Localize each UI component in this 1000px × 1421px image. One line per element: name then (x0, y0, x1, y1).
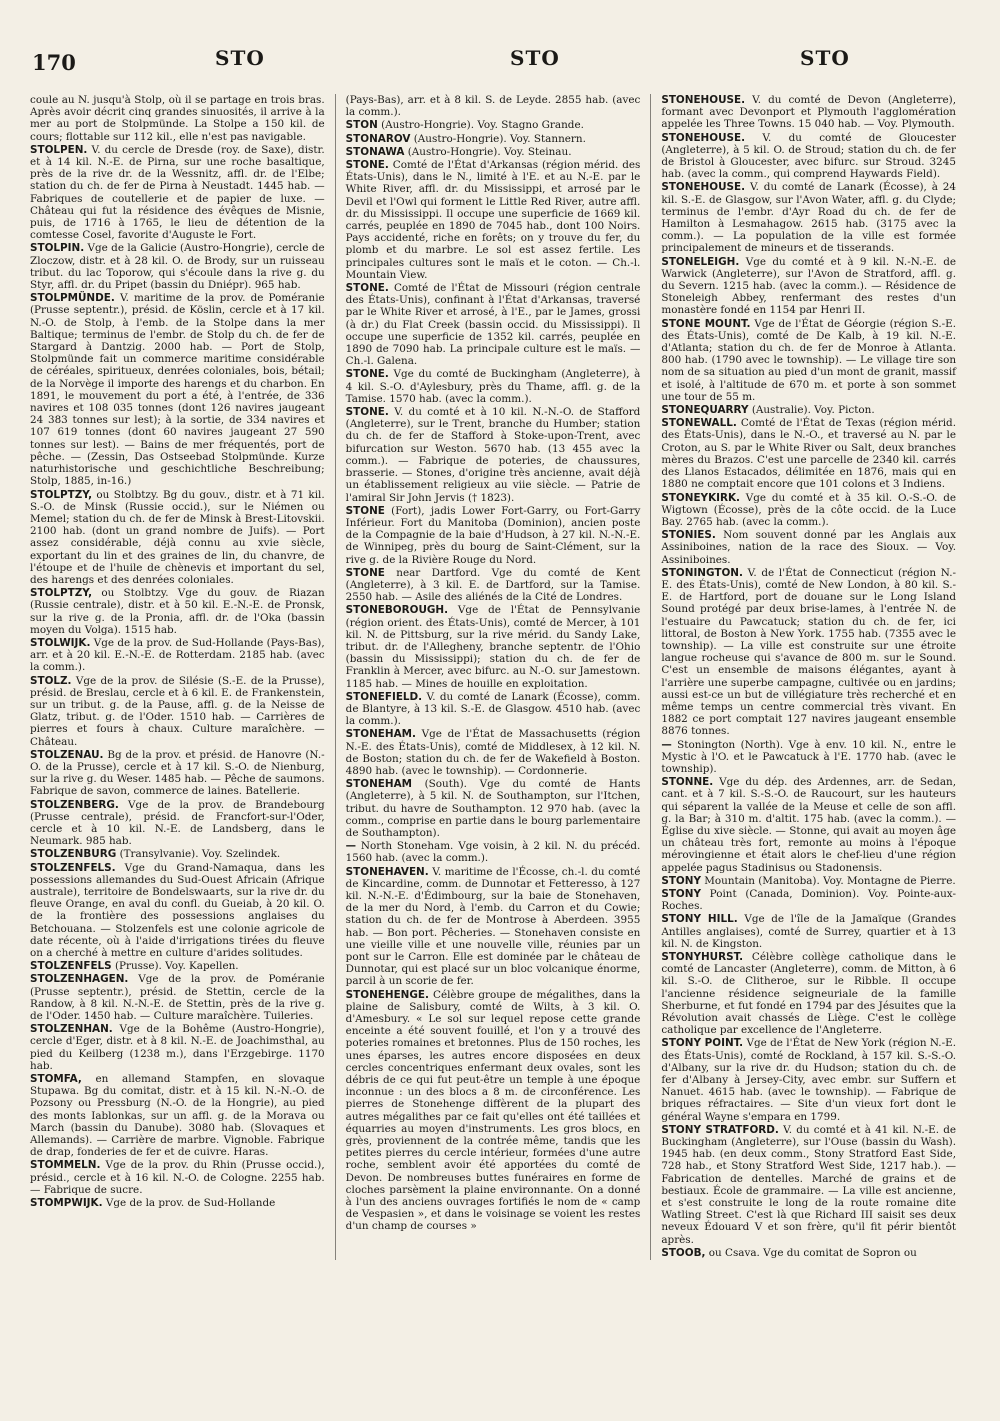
entry-headword: STOLWIJK. (30, 636, 91, 649)
entry-headword: STONEFIELD. (345, 690, 423, 703)
entry-text: Comté de l'État d'Arkansas (région mérid. des États-Unis), dans le N., limité à l'E. et au N.-E. par le White River, affl. dr. du Mississippi, et arrosé par le Devil et l'Owl qui forment le Little Red River, autre affl. dr. du Mississippi. Il occupe une superficie de 1669 kil. carrés, peuplée en 1890 de 7045 hab., dont 100 Noirs. Pays accidenté, riche en forêts; on y trouve du fer, du plomb et du marbre. Le sol est assez fertile. Les principales cultures sont le maïs et le coton. — Ch.-l. Mountain View. (345, 159, 641, 281)
dictionary-entry (30, 1073, 325, 1158)
entry-headword: STONEYKIRK. (661, 491, 740, 504)
dictionary-entry (30, 675, 325, 748)
entry-text: Comté de l'État de Missouri (région centrale des États-Unis), confinant à l'État d'Arkansas, traversé par le White River et arrosé, à l'E., par le James, grossi (à dr.) du Flat Creek (bassin occid. du Mississippi). Il occupe une superficie de 1352 kil. carrés, peuplée en 1890 de 7090 hab. La principale culture est le maïs. — Ch.-l. Galena. (345, 282, 641, 368)
dictionary-entry (346, 368, 641, 405)
dictionary-entry (30, 1023, 325, 1072)
entry-text: Vge du comté et à 9 kil. N.-N.-E. de Warwick (Angleterre), sur l'Avon de Stratford, affl. g. du Severn. 1215 hab. (avec la comm.). — Résidence de Stoneleigh Abbey, renfermant des restes d'un monastère fondé en 1154 par Henri II. (661, 255, 957, 317)
dictionary-entry (30, 1197, 325, 1209)
dictionary-entry (30, 749, 325, 798)
dictionary-entry (30, 862, 325, 960)
dictionary-entry (661, 132, 956, 181)
entry-headword: — (661, 738, 672, 751)
entry-text: V. du cercle de Dresde (roy. de Saxe), distr. et à 14 kil. N.-E. de Pirna, sur une roche basaltique, près de la rive dr. de la Wessnitz, affl. dr. de l'Elbe; station du ch. de fer de Pirna à Neustadt. 1445 hab. — Fabriques de coutellerie et de papier de luxe. — Château qui fut la résidence des évêques de Misnie, puis, de 1716 à 1765, le lieu de détention de la comtesse Cosel, favorite d'Auguste le Fort. (30, 143, 325, 242)
entry-headword: STOMFA, (30, 1073, 82, 1086)
entry-headword: STONELEIGH. (661, 255, 740, 268)
dictionary-entry (346, 406, 641, 504)
dictionary-entry (661, 492, 956, 529)
dictionary-entry (346, 866, 641, 988)
entry-headword: STOMMELN. (30, 1159, 101, 1172)
dictionary-entry (30, 489, 325, 587)
entry-headword: STOLZENFELS (30, 960, 112, 973)
entry-headword: STONEHENGE. (345, 988, 429, 1001)
entry-headword: STONY HILL. (661, 913, 738, 926)
entry-headword: — (345, 840, 357, 853)
dictionary-entry (346, 133, 641, 145)
entry-text: (Prusse). Voy. Kapellen. (114, 960, 239, 973)
dictionary-entry (30, 799, 325, 848)
entry-headword: STOLPEN. (30, 143, 88, 156)
entry-headword: STONE (345, 504, 385, 517)
entry-text: V. du comté de Lanark (Écosse), comm. de Blantyre, à 13 kil. S.-E. de Glasgow. 4510 hab. (avec la comm.). (345, 690, 641, 728)
entry-headword: STONE. (345, 282, 389, 295)
entry-headword: STONINGTON. (661, 566, 743, 579)
page-number: 170 (32, 50, 76, 75)
entry-headword: STONNE. (661, 776, 714, 789)
entry-text: Vge de l'État de New York (région N.-E. des États-Unis), comté de Rockland, à 157 kil. S.-S.-O. d'Albany, sur la rive dr. du Hudson; station du ch. de fer d'Albany à Jersey-City, avec embr. sur Suffern et Nanuet. 4615 hab. (avec le township). — Fabrique de briques réfractaires. — Site d'un vieux fort dont le général Wayne s'empara en 1799. (661, 1037, 957, 1123)
entry-headword: STONEBOROUGH. (345, 604, 449, 617)
dictionary-entry (661, 256, 956, 317)
entry-headword: STONY (661, 888, 701, 900)
entry-text: near Dartford. Vge du comté de Kent (Angleterre), à 3 kil. E. de Dartford, sur la Tamise. 2550 hab. — Asile des aliénés de la Cité de Londres. (345, 566, 641, 604)
entry-text: Vge de la prov. de Silésie (S.-E. de la Prusse), présid. de Breslau, cercle et à 6 kil. E. de Frankenstein, sur un tribut. g. de la Pause, affl. g. de la Neisse de Glatz, tribut. g. de l'Oder. 1510 hab. — Carrières de pierres et fours à chaux. Culture maraîchère. — Château. (30, 674, 325, 748)
dictionary-entry (30, 242, 325, 291)
entry-headword: STOLZENHAN. (30, 1023, 113, 1036)
entry-text: Célèbre groupe de mégalithes, dans la plaine de Salisbury, comté de Wilts, à 3 kil. O. d'Amesbury. « Le sol sur lequel repose cette grande enceinte a été souvent fouillé, et l'on y a trouvé des poteries romaines et bretonnes. Plus de 150 roches, les unes éparses, les autres encore disposées en deux cercles concentriques enfermant deux ovales, sont les débris de ce qui fut peut-être un temple à une époque inconnue : un des blocs a 8 m. de circonférence. Les pierres de Stonehenge diffèrent de la plupart des autres mégalithes par ce fait qu'elles ont été taillées et équarries au moyen d'instruments. Les gros blocs, en grès, proviennent de la contrée même, tandis que les petites pierres du cercle intérieur, formées d'une autre roche, semblent avoir été apportées du comté de Devon. De nombreuses buttes funéraires en forme de cloches parsèment la plaine environnante. On a donné à l'un des anciens ouvrages fortifiés le nom de « camp de Vespasien », et dans le voisinage se voient les restes d'un champ de courses » (345, 988, 641, 1233)
entry-headword: STONEWALL. (661, 417, 737, 430)
dictionary-entry (346, 146, 641, 158)
dictionary-entry (661, 181, 956, 254)
running-head-right: STO (800, 46, 850, 70)
entry-text: Vge de l'État de Massachusetts (région N.-E. des États-Unis), comté de Middlesex, à 12 kil. N. de Boston; station du ch. de fer de Wakefield à Boston. 4890 hab. (avec le township). — Cordonnerie. (345, 728, 641, 777)
dictionary-entry (346, 604, 641, 689)
dictionary-entry (661, 417, 956, 490)
dictionary-entry (346, 989, 641, 1233)
entry-text: Vge du comté de Buckingham (Angleterre), à 4 kil. S.-O. d'Aylesbury, près du Thame, affl. g. de la Tamise. 1570 hab. (avec la comm.). (345, 368, 641, 405)
entry-headword: STONY POINT. (661, 1037, 744, 1050)
entry-text: (South). Vge du comté de Hants (Angleterre), à 5 kil. N. de Southampton, sur l'Itchen, tribut. du havre de Southampton. 12 970 hab. (avec la comm., comprise en partie dans le bourg parlementaire de Southampton). (345, 778, 641, 839)
dictionary-entry (346, 94, 641, 118)
dictionary-entry (661, 529, 956, 566)
entry-headword: STONIES. (661, 529, 716, 542)
entry-text: ou Stolbtzy. Bg du gouv., distr. et à 71 kil. S.-O. de Minsk (Russie occid.), sur le Niémen ou Memel; station du ch. de fer de Minsk à Brest-Litovskii. 2100 hab. (dont un grand nombre de Juifs). — Port assez considérable, déjà connu au xvie siècle, exportant du lin et des graines de lin, du chanvre, de l'étoupe et de l'huile de chènevis et important du sel, des harengs et des denrées coloniales. (30, 488, 325, 586)
entry-headword: STOLZENBURG (30, 848, 117, 861)
running-head-center: STO (510, 46, 560, 70)
dictionary-entry (30, 292, 325, 487)
dictionary-entry (661, 875, 956, 887)
dictionary-entry (661, 318, 956, 403)
entry-text: coule au N. jusqu'à Stolp, où il se partage en trois bras. Après avoir décrit cinq grandes sinuosités, il arrive à la mer au port de Stolpmünde. La Stolpe a 150 kil. de cours; flottable sur 112 kil., elle n'est pas navigable. (30, 94, 325, 143)
dictionary-entry (661, 1247, 956, 1259)
entry-text: (Austro-Hongrie). Voy. Steinau. (407, 145, 572, 158)
entry-text: ou Stolbtzy. Vge du gouv. de Riazan (Russie centrale), distr. et à 50 kil. E.-N.-E. de Pronsk, sur la rive g. de la Pronia, affl. dr. de l'Oka (bassin moyen du Volga). 1515 hab. (30, 587, 325, 636)
dictionary-entry (661, 776, 956, 874)
page-header (30, 40, 956, 76)
entry-text: en allemand Stampfen, en slovaque Stupawa. Bg du comitat, distr. et à 15 kil. N.-N.-O. de Pozsony ou Pressburg (N.-O. de la Hongrie), au pied des monts Iablonkas, sur un affl. g. de la Morava ou March (bassin du Danube). 3080 hab. (Slovaques et Allemands). — Carrière de marbre. Vignoble. Fabrique de drap, fonderies de fer et de cuivre. Haras. (30, 1073, 325, 1159)
entry-headword: STONEHOUSE. (661, 181, 746, 194)
entry-text: V. du comté de Gloucester (Angleterre), à 5 kil. O. de Stroud; station du ch. de fer de Bristol à Gloucester, avec bifurc. sur Stroud. 3245 hab. (avec la comm., qui comprend Haywards Field). (661, 131, 957, 181)
dictionary-entry (30, 848, 325, 860)
dictionary-entry (661, 567, 956, 738)
entry-headword: STONE. (345, 368, 389, 381)
entry-text: Vge de l'État de Pennsylvanie (région orient. des États-Unis), comté de Mercer, à 101 kil. N. de Pittsburg, sur la rive mérid. du Sandy Lake, tribut. dr. de l'Allegheny, branche septentr. de l'Ohio (bassin du Mississippi); station du ch. de fer de Franklin à Mercer, avec bifurc. au N.-O. sur Jamestown. 1185 hab. — Mines de houille en exploitation. (345, 604, 641, 690)
column-3 (661, 94, 956, 1260)
entry-headword: STONE. (345, 406, 389, 419)
entry-headword: STONYHURST. (661, 951, 744, 964)
dictionary-entry (30, 1159, 325, 1196)
entry-headword: STOLPIN. (30, 242, 85, 255)
entry-text: V. du comté de Devon (Angleterre), formant avec Devonport et Plymouth l'agglomération appelée les Three Towns. 15 040 hab. — Voy. Plymouth. (661, 94, 957, 131)
column-2 (346, 94, 641, 1260)
entry-text: V. de l'État de Connecticut (région N.-E. des États-Unis), comté de New London, à 80 kil. S.-E. de Hartford, port de douane sur le Long Island Sound protégé par deux brise-lames, à l'entrée N. de l'estuaire du Pawcatuck; station du ch. de fer, ici littoral, de Boston à New York. 1755 hab. (7355 avec le township). — La ville est construite sur une étroite langue rocheuse qui s'avance de 800 m. sur le Sound. C'est un ensemble de maisons élégantes, ayant à l'arrière une superbe campagne, cultivée ou en jardins; aussi est-ce un but de villégiature très recherché et en même temps un centre commercial très vivant. En 1882 ce port comptait 127 navires jaugeant ensemble 8876 tonnes. (661, 566, 957, 738)
entry-headword: STOLZENHAGEN. (30, 973, 129, 986)
entry-headword: STONEHAM. (345, 728, 416, 741)
dictionary-entry (346, 840, 641, 864)
column-1 (30, 94, 325, 1260)
entry-headword: STONAWA (345, 145, 405, 158)
entry-headword: STONAROV (345, 132, 411, 145)
entry-text: Vge de la prov. de Sud-Hollande (105, 1197, 276, 1210)
column-rule (650, 94, 651, 1260)
dictionary-entry (346, 778, 641, 839)
dictionary-entry (346, 505, 641, 566)
entry-text: V. du comté de Lanark (Écosse), à 24 kil. S.-E. de Glasgow, sur l'Avon Water, affl. g. du Clyde; terminus de l'embr. d'Ayr Road du ch. de fer de Hamilton à Lesmahagow. 2615 hab. (3175 avec la comm.). — La population de la ville est formée principalement de mineurs et de tisserands. (661, 181, 957, 255)
entry-text: Célèbre collège catholique dans le comté de Lancaster (Angleterre), comm. de Mitton, à 6 kil. S.-O. de Clitheroe, sur le Ribble. Il occupe l'ancienne résidence seigneuriale de la famille Sherburne, et fut fondé en 1794 par des Jésuites que la Révolution avait chassés de Liège. C'est le collège catholique par excellence de l'Angleterre. (661, 951, 957, 1037)
entry-text: Mountain (Manitoba). Voy. Montagne de Pierre. (704, 874, 956, 887)
entry-headword: STONEHOUSE. (661, 94, 746, 106)
dictionary-entry (30, 973, 325, 1022)
entry-text: ou Csava. Vge du comitat de Sopron ou (708, 1246, 917, 1259)
entry-headword: STONEHOUSE. (661, 131, 746, 144)
dictionary-entry (346, 119, 641, 131)
entry-headword: STONE MOUNT. (661, 317, 751, 330)
entry-text: Point (Canada, Dominion). Voy. Pointe-aux-Roches. (661, 888, 956, 913)
entry-text: (Fort), jadis Lower Fort-Garry, ou Fort-Garry Inférieur. Fort du Manitoba (Dominion), ancien poste de la Compagnie de la baie d'Hudson, à 27 kil. N.-N.-E. de Winnipeg, près du bourg de Saint-Clément, sur la rive g. de la Rivière Rouge du Nord. (345, 504, 641, 566)
dictionary-entry (661, 739, 956, 776)
dictionary-entry (30, 637, 325, 674)
entry-text: Vge de la prov. de Sud-Hollande (Pays-Bas), arr. et à 20 kil. E.-N.-E. de Rotterdam. 2185 hab. (avec la comm.). (30, 636, 325, 674)
dictionary-entry (661, 94, 956, 131)
entry-text: (Austro-Hongrie). Voy. Stagno Grande. (381, 119, 584, 132)
text-columns (30, 94, 956, 1260)
dictionary-entry (30, 94, 325, 143)
entry-text: V. maritime de l'Écosse, ch.-l. du comté de Kincardine, comm. de Dunnotar et Fetteresso, à 127 kil. N.-N.-E. d'Édimbourg, sur la baie de Stonehaven, de la mer du Nord, à l'emb. du Carron et du Cowie; station du ch. de fer de Montrose à Aberdeen. 3955 hab. — Bon port. Pêcheries. — Stonehaven consiste en une vieille ville et une nouvelle ville, réunies par un pont sur le Carron. Elle est dominée par le château de Dunnotar, qui est placé sur un bloc volcanique énorme, parcil à un scorie de fer. (345, 865, 641, 988)
entry-headword: STONY (661, 874, 701, 887)
entry-text: (Transylvanie). Voy. Szelindek. (119, 848, 281, 861)
entry-text: Vge de la prov. du Rhin (Prusse occid.), présid., cercle et à 16 kil. N.-O. de Cologne. 2255 hab. — Fabrique de sucre. (30, 1159, 325, 1196)
entry-text: Vge de l'État de Géorgie (région S.-E. des États-Unis), comté de De Kalb, à 19 kil. N.-E. d'Atlanta; station du ch. de fer de Monroe à Atlanta. 800 hab. (1790 avec le township). — Le village tire son nom de sa situation au pied d'un mont de granit, massif et isolé, à l'altitude de 670 m. et porte à son sommet une tour de 55 m. (661, 317, 957, 403)
dictionary-entry (346, 728, 641, 777)
entry-text: (Australie). Voy. Picton. (751, 404, 875, 417)
entry-text: Vge du dép. des Ardennes, arr. de Sedan, cant. et à 7 kil. S.-S.-O. de Raucourt, sur les hauteurs qui séparent la vallée de la Meuse et celle de son affl. g. la Bar; à 310 m. d'altit. 175 hab. (avec la comm.). — Église du xive siècle. — Stonne, qui avait au moyen âge un château très fort, remonte au moins à l'époque mérovingienne et était alors le chef-lieu d'une région appelée pagus Stadinisus ou Stadonensis. (661, 776, 957, 874)
entry-headword: STOLPMÜNDE. (30, 292, 115, 305)
entry-headword: STONEHAM (345, 778, 412, 791)
entry-headword: STOOB, (661, 1246, 706, 1259)
entry-text: V. maritime de la prov. de Poméranie (Prusse septentr.), présid. de Köslin, cercle et à 17 kil. N.-O. de Stolp, à l'emb. de la Stolpe dans la mer Baltique; terminus de l'embr. de Stolp du ch. de fer de Stargard à Dantzig. 2000 hab. — Port de Stolp, Stolpmünde fait un commerce maritime considérable de céréales, spiritueux, denrées coloniales, bois, bétail; de la Norvège il importe des harengs et du charbon. En 1891, le mouvement du port a été, à l'entrée, de 336 navires et 108 035 tonnes (dont 126 navires jaugeant 24 383 tonnes sur lest); à la sortie, de 334 navires et 107 619 tonnes (dont 60 navires jaugeant 27 590 tonnes sur lest). — Bains de mer fréquentés, port de pêche. — (Zessin, Das Ostseebad Stolpmünde. Kurze naturhistorische und geschichtliche Beschreibung; Stolp, 1885, in-16.) (30, 292, 325, 488)
entry-headword: STONY STRATFORD. (661, 1123, 779, 1136)
column-rule (335, 94, 336, 1260)
entry-text: V. du comté et à 41 kil. N.-E. de Buckingham (Angleterre), sur l'Ouse (bassin du Wash). 1945 hab. (en deux comm., Stony Stratford East Side, 728 hab., et Stony Stratford West Side, 1217 hab.). — Fabrication de dentelles. Marché de grains et de bestiaux. École de grammaire. — La ville est ancienne, et s'est construite le long de la route romaine dite Watling Street. C'est là que Richard III saisit ses deux neveux Édouard V et son frère, qu'il fit périr bientôt après. (661, 1123, 957, 1246)
entry-headword: STOLPTZY, (30, 587, 93, 600)
dictionary-entry (30, 587, 325, 636)
dictionary-entry (661, 1124, 956, 1246)
entry-text: (Austro-Hongrie). Voy. Stannern. (413, 132, 586, 145)
entry-headword: STONE. (345, 159, 389, 172)
entry-text: Vge de l'île de la Jamaïque (Grandes Antilles anglaises), comté de Surrey, quartier et à 13 kil. N. de Kingston. (661, 913, 957, 950)
entry-headword: STOLZENBERG. (30, 798, 119, 811)
dictionary-entry (346, 282, 641, 367)
entry-headword: STOMPWIJK. (30, 1197, 103, 1210)
dictionary-entry (661, 913, 956, 950)
dictionary-entry (661, 404, 956, 416)
dictionary-entry (661, 888, 956, 912)
entry-text: Bg de la prov. et présid. de Hanovre (N.-O. de la Prusse), cercle et à 17 kil. S.-O. de Nienburg, sur la rive g. du Weser. 1485 hab. — Pêche de saumons. Fabrique de savon, commerce de laines. Batellerie. (30, 748, 325, 798)
dictionary-entry (346, 159, 641, 281)
entry-headword: STOLZENFELS. (30, 861, 116, 874)
entry-headword: STOLZ. (30, 674, 72, 687)
dictionary-entry (30, 144, 325, 242)
entry-headword: STONEQUARRY (661, 404, 749, 417)
dictionary-entry (661, 951, 956, 1036)
entry-headword: STON (345, 119, 378, 132)
entry-headword: STOLZENAU. (30, 748, 104, 761)
entry-headword: STONEHAVEN. (345, 865, 429, 878)
entry-text: Vge de la Bohême (Austro-Hongrie), cercle d'Eger, distr. et à 8 kil. N.-E. de Joachimsthal, au pied du Keilberg (1238 m.), dans l'Erzgebirge. 1170 hab. (30, 1023, 325, 1072)
entry-text: (Pays-Bas), arr. et à 8 kil. S. de Leyde. 2855 hab. (avec la comm.). (345, 94, 641, 119)
entry-headword: STONE (345, 566, 385, 579)
entry-text: Vge du Grand-Namaqua, dans les possessions allemandes du Sud-Ouest Africain (Afrique australe), territoire de Bondelswaarts, sur la rive dr. du fleuve Orange, en aval du confl. du Gueiab, à 20 kil. O. de la frontière des possessions anglaises du Betchouana. — Stolzenfels est une colonie agricole de date récente, où à l'aide d'irrigations tirées du fleuve on a cherché à mettre en culture d'arides solitudes. (30, 861, 325, 960)
entry-text: Stonington (North). Vge à env. 10 kil. N., entre le Mystic à l'O. et le Pawcatuck à l'E. 1770 hab. (avec le township). (661, 738, 957, 775)
entry-text: Comté de l'État de Texas (région mérid. des États-Unis), dans le N.-O., et traversé au N. par le Croton, au S. par le White River ou Salt, deux branches mères du Brazos. C'est une parcelle de 2340 kil. carrés des Llanos Estacados, délimitée en 1876, mais qui en 1880 ne comptait encore que 101 colons et 3 Indiens. (661, 417, 957, 491)
entry-text: North Stoneham. Vge voisin, à 2 kil. N. du précéd. 1560 hab. (avec la comm.). (345, 840, 641, 865)
dictionary-entry (346, 567, 641, 604)
entry-headword: STOLPTZY, (30, 488, 93, 501)
running-head-left: STO (215, 46, 265, 70)
entry-text: Vge de la prov. de Poméranie (Prusse septentr.), présid. de Stettin, cercle de la Randow, à 8 kil. N.-N.-E. de Stettin, près de la rive g. de l'Oder. 1450 hab. — Culture maraîchère. Tuileries. (30, 973, 325, 1023)
dictionary-entry (346, 691, 641, 728)
entry-text: Vge de la prov. de Brandebourg (Prusse centrale), présid. de Francfort-sur-l'Oder, cercle et à 10 kil. N.-E. de Landsberg, dans le Neumark. 985 hab. (30, 798, 325, 848)
entry-text: V. du comté et à 10 kil. N.-N.-O. de Stafford (Angleterre), sur le Trent, branche du Humber; station du ch. de fer de Stafford à Stoke-upon-Trent, avec bifurcation sur Weston. 5670 hab. (13 455 avec la comm.). — Fabrique de poteries, de chaussures, brasserie. — Stones, d'origine très ancienne, avait déjà un établissement religieux au viie siècle. — Patrie de l'amiral Sir John Jervis († 1823). (345, 406, 641, 504)
dictionary-entry (30, 960, 325, 972)
entry-text: Vge de la Galicie (Austro-Hongrie), cercle de Zloczow, distr. et à 28 kil. O. de Brody, sur un ruisseau tribut. du lac Toporow, qui s'écoule dans la rive g. du Styr, affl. dr. du Pripet (bassin du Dniépr). 965 hab. (30, 242, 325, 292)
entry-text: Vge du comté et à 35 kil. O.-S.-O. de Wigtown (Écosse), près de la côte occid. de la Luce Bay. 2765 hab. (avec la comm.). (661, 491, 957, 528)
entry-text: Nom souvent donné par les Anglais aux Assiniboines, nation de la race des Sioux. — Voy. Assiniboines. (661, 529, 957, 566)
dictionary-entry (661, 1037, 956, 1122)
